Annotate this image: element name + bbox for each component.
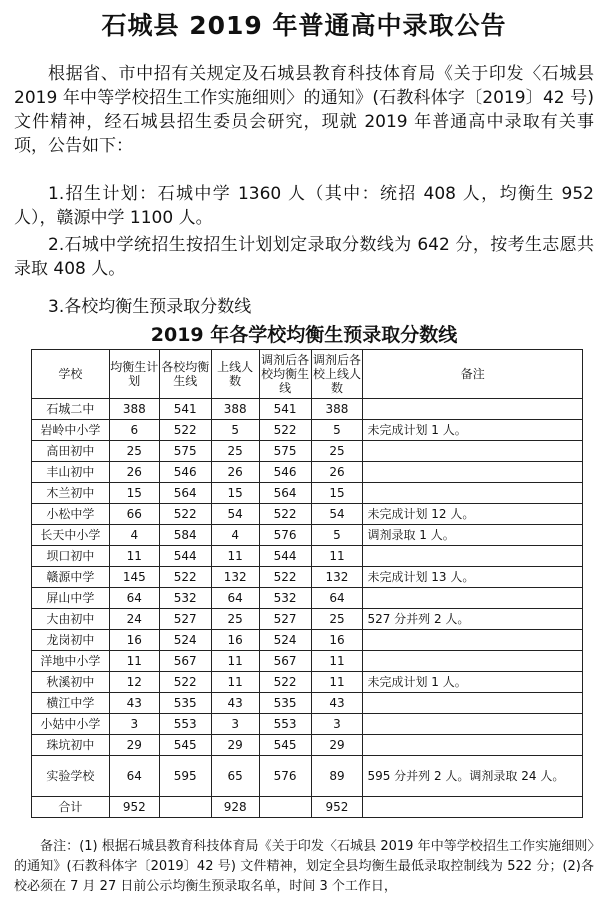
cell-passed-count: 54 [211,504,259,525]
cell-school-line: 522 [159,504,211,525]
cell-adjusted-line: 522 [259,672,311,693]
cell-remarks: 未完成计划 13 人。 [363,567,583,588]
cell-school: 高田初中 [32,441,110,462]
cell-school: 赣源中学 [32,567,110,588]
cell-school-line: 595 [159,756,211,797]
cell-school-line: 524 [159,630,211,651]
intro-paragraph: 根据省、市中招有关规定及石城县教育科技体育局《关于印发〈石城县 2019 年中等学校招生工作实施细则〉的通知》(石教科体字〔2019〕42 号)文件精神，经石城县招生委员会研究，现就 2019 年普通高中录取有关事项，公告如下： [14,64,594,156]
cell-school-line: 522 [159,567,211,588]
table-row [32,588,583,609]
total-plan: 952 [109,797,159,818]
cell-adjusted-line: 553 [259,714,311,735]
header-school-line: 各校均衡生线 [159,350,211,399]
cell-remarks: 未完成计划 12 人。 [363,504,583,525]
header-remarks: 备注 [363,350,583,399]
cell-school: 小姑中小学 [32,714,110,735]
table-row [32,546,583,567]
cell-passed-count: 3 [211,714,259,735]
cell-passed-count: 4 [211,525,259,546]
table-row [32,483,583,504]
cell-school: 龙岗初中 [32,630,110,651]
cell-adjusted-count: 15 [311,483,363,504]
cell-plan: 12 [109,672,159,693]
table-row [32,735,583,756]
cell-adjusted-line: 522 [259,567,311,588]
cell-remarks [363,735,583,756]
cell-plan: 25 [109,441,159,462]
total-passed-count: 928 [211,797,259,818]
cell-plan: 43 [109,693,159,714]
cell-passed-count: 25 [211,441,259,462]
cell-school: 小松中学 [32,504,110,525]
cell-remarks: 595 分并列 2 人。调剂录取 24 人。 [363,756,583,797]
cell-adjusted-count: 89 [311,756,363,797]
cell-plan: 6 [109,420,159,441]
table-row [32,756,583,797]
cell-adjusted-line: 576 [259,525,311,546]
cell-passed-count: 26 [211,462,259,483]
cell-adjusted-line: 527 [259,609,311,630]
cell-adjusted-count: 29 [311,735,363,756]
cell-adjusted-count: 388 [311,399,363,420]
cell-school: 丰山初中 [32,462,110,483]
total-adjusted-count: 952 [311,797,363,818]
cell-school-line: 532 [159,588,211,609]
cell-adjusted-count: 16 [311,630,363,651]
page-title: 石城县 2019 年普通高中录取公告 [101,11,507,40]
item-1-paragraph: 1.招生计划：石城中学 1360 人（其中：统招 408 人，均衡生 952 人），赣源中学 1100 人。 [14,184,594,228]
cell-school: 木兰初中 [32,483,110,504]
cell-remarks: 未完成计划 1 人。 [363,672,583,693]
cell-adjusted-count: 25 [311,441,363,462]
cell-plan: 15 [109,483,159,504]
cell-school: 大由初中 [32,609,110,630]
cell-passed-count: 43 [211,693,259,714]
cell-remarks [363,441,583,462]
table-header-row [32,350,583,399]
cell-school-line: 575 [159,441,211,462]
table-row [32,504,583,525]
cell-plan: 3 [109,714,159,735]
cell-adjusted-line: 535 [259,693,311,714]
cell-school-line: 564 [159,483,211,504]
table-row [32,567,583,588]
cell-remarks [363,651,583,672]
table-row [32,714,583,735]
cell-adjusted-count: 43 [311,693,363,714]
cell-remarks [363,693,583,714]
cell-adjusted-line: 532 [259,588,311,609]
item-2-paragraph: 2.石城中学统招生按招生计划划定录取分数线为 642 分，按考生志愿共录取 408 人。 [14,235,594,279]
admission-score-table [31,349,583,818]
cell-passed-count: 25 [211,609,259,630]
cell-school: 珠坑初中 [32,735,110,756]
header-adjusted-count: 调剂后各校上线人数 [311,350,363,399]
total-school: 合计 [32,797,110,818]
table-row [32,441,583,462]
cell-plan: 64 [109,588,159,609]
table-total-row [32,797,583,818]
header-plan: 均衡生计划 [109,350,159,399]
cell-remarks: 未完成计划 1 人。 [363,420,583,441]
table-row [32,693,583,714]
header-passed-count: 上线人数 [211,350,259,399]
cell-passed-count: 388 [211,399,259,420]
cell-adjusted-line: 576 [259,756,311,797]
cell-plan: 26 [109,462,159,483]
cell-school-line: 522 [159,420,211,441]
cell-adjusted-count: 25 [311,609,363,630]
cell-school-line: 544 [159,546,211,567]
cell-plan: 16 [109,630,159,651]
cell-passed-count: 132 [211,567,259,588]
total-adjusted-line [259,797,311,818]
cell-remarks [363,483,583,504]
cell-adjusted-line: 544 [259,546,311,567]
cell-adjusted-count: 5 [311,420,363,441]
cell-adjusted-line: 567 [259,651,311,672]
table-row [32,420,583,441]
cell-adjusted-line: 546 [259,462,311,483]
cell-remarks [363,630,583,651]
cell-school-line: 584 [159,525,211,546]
cell-plan: 11 [109,651,159,672]
cell-remarks [363,546,583,567]
cell-school: 秋溪初中 [32,672,110,693]
cell-school-line: 522 [159,672,211,693]
cell-plan: 66 [109,504,159,525]
cell-school: 岩岭中小学 [32,420,110,441]
cell-school-line: 553 [159,714,211,735]
cell-plan: 64 [109,756,159,797]
cell-adjusted-line: 575 [259,441,311,462]
header-school: 学校 [32,350,110,399]
cell-school-line: 545 [159,735,211,756]
cell-plan: 11 [109,546,159,567]
table-row [32,609,583,630]
cell-passed-count: 11 [211,672,259,693]
cell-remarks [363,462,583,483]
cell-adjusted-line: 522 [259,504,311,525]
cell-school: 石城二中 [32,399,110,420]
cell-adjusted-count: 11 [311,672,363,693]
cell-passed-count: 29 [211,735,259,756]
cell-adjusted-count: 54 [311,504,363,525]
cell-adjusted-count: 3 [311,714,363,735]
cell-plan: 145 [109,567,159,588]
cell-passed-count: 5 [211,420,259,441]
cell-school: 实验学校 [32,756,110,797]
cell-passed-count: 11 [211,651,259,672]
cell-adjusted-line: 524 [259,630,311,651]
cell-school-line: 535 [159,693,211,714]
cell-remarks [363,588,583,609]
cell-adjusted-count: 64 [311,588,363,609]
cell-passed-count: 65 [211,756,259,797]
cell-adjusted-count: 11 [311,651,363,672]
cell-adjusted-line: 541 [259,399,311,420]
cell-plan: 24 [109,609,159,630]
cell-plan: 388 [109,399,159,420]
cell-adjusted-count: 26 [311,462,363,483]
cell-school: 横江中学 [32,693,110,714]
cell-adjusted-line: 564 [259,483,311,504]
cell-remarks: 调剂录取 1 人。 [363,525,583,546]
cell-passed-count: 16 [211,630,259,651]
cell-remarks [363,399,583,420]
cell-adjusted-line: 522 [259,420,311,441]
cell-passed-count: 64 [211,588,259,609]
cell-adjusted-count: 11 [311,546,363,567]
footnote: 备注：(1) 根据石城县教育科技体育局《关于印发〈石城县 2019 年中等学校招生工作实施细则〉的通知》(石教科体字〔2019〕42 号) 文件精神，划定全县均衡生最低录取控制线为 522 分；(2)各校必须在 7 月 27 日前公示均衡生预录取名单，时间 3 个工作日， [14,839,594,894]
cell-passed-count: 11 [211,546,259,567]
table-row [32,651,583,672]
table-title: 2019 年各学校均衡生预录取分数线 [150,324,458,346]
cell-school-line: 541 [159,399,211,420]
cell-school-line: 527 [159,609,211,630]
table-row [32,525,583,546]
item-3-paragraph: 3.各校均衡生预录取分数线 [48,297,252,317]
cell-school-line: 567 [159,651,211,672]
cell-adjusted-count: 132 [311,567,363,588]
cell-plan: 4 [109,525,159,546]
cell-passed-count: 15 [211,483,259,504]
cell-plan: 29 [109,735,159,756]
cell-adjusted-count: 5 [311,525,363,546]
cell-school: 长天中小学 [32,525,110,546]
cell-school: 洋地中小学 [32,651,110,672]
cell-adjusted-line: 545 [259,735,311,756]
cell-school: 屏山中学 [32,588,110,609]
total-remarks [363,797,583,818]
header-adjusted-line: 调剂后各校均衡生线 [259,350,311,399]
table-row [32,630,583,651]
table-row [32,399,583,420]
total-school-line [159,797,211,818]
cell-remarks: 527 分并列 2 人。 [363,609,583,630]
cell-school: 坝口初中 [32,546,110,567]
table-row [32,672,583,693]
cell-school-line: 546 [159,462,211,483]
cell-remarks [363,714,583,735]
table-row [32,462,583,483]
